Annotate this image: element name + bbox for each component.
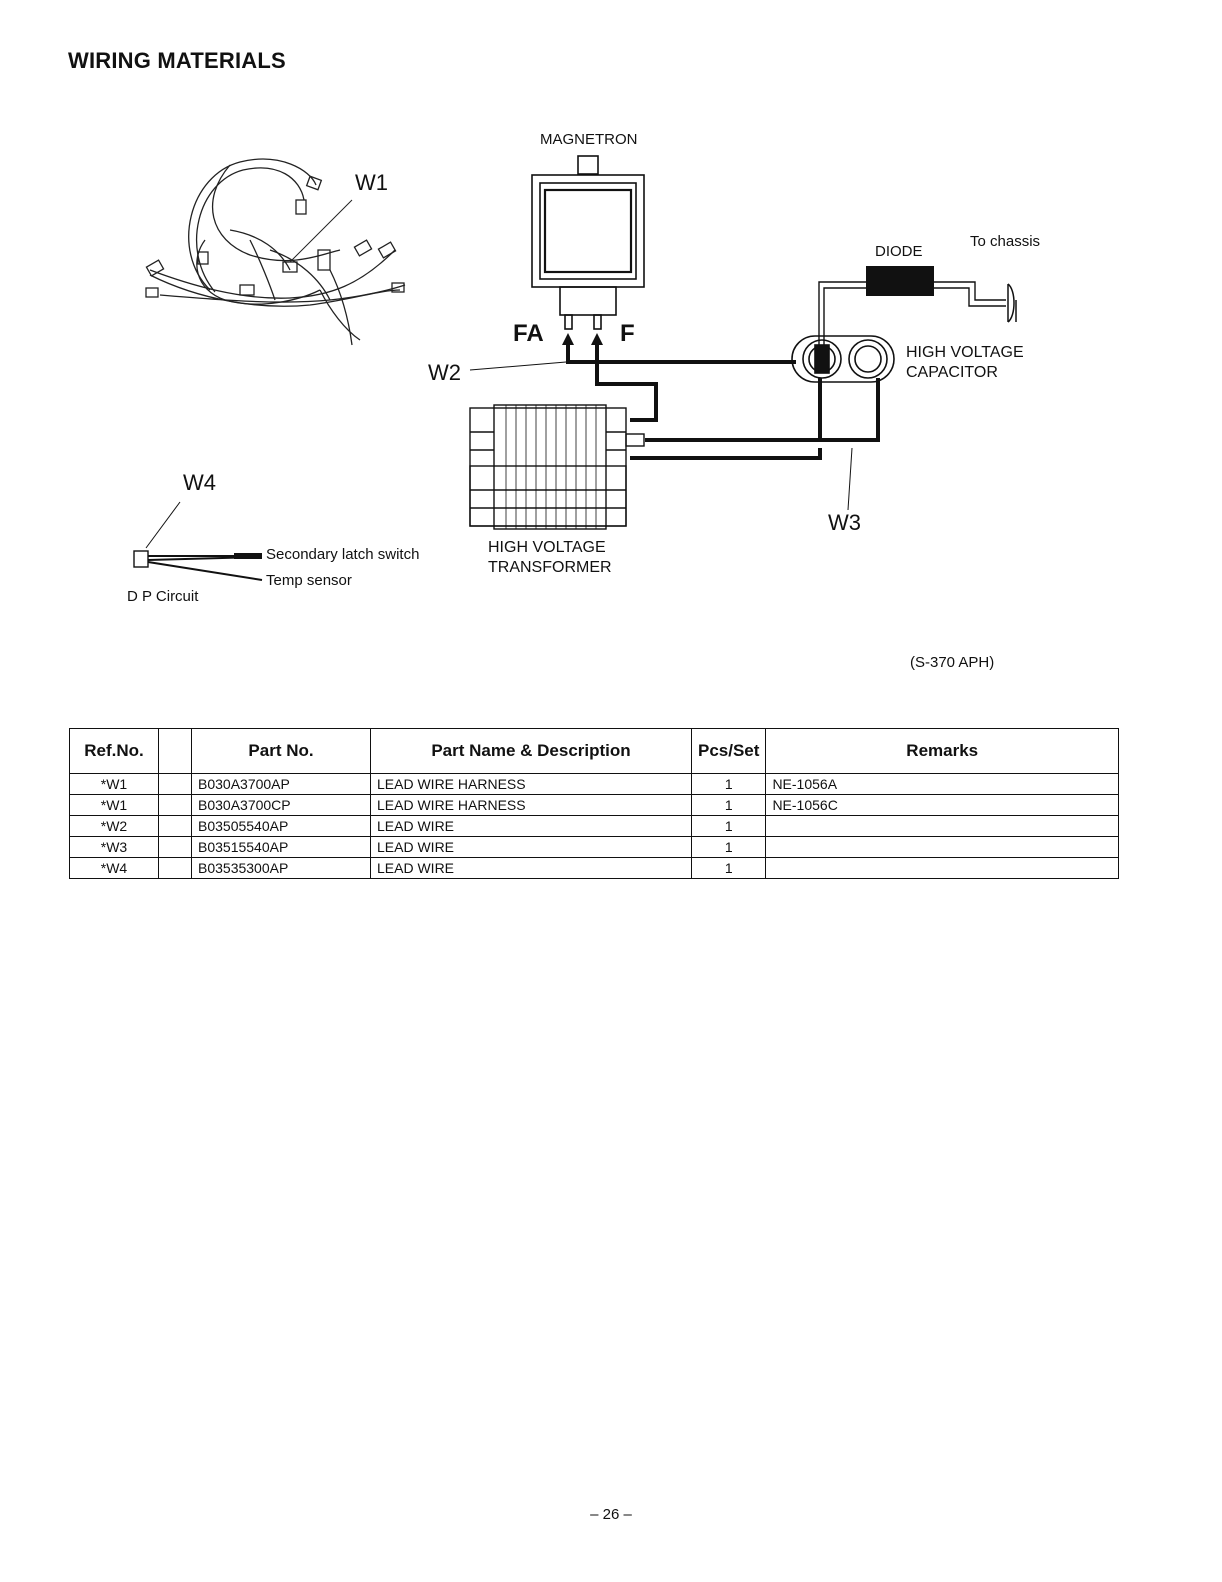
magnetron-graphic <box>532 156 644 329</box>
capacitor-label-line1: HIGH VOLTAGE <box>906 344 1024 361</box>
cell-name: LEAD WIRE <box>371 858 692 879</box>
cell-ref: *W4 <box>70 858 159 879</box>
leader-lines <box>146 362 852 548</box>
w1-label: W1 <box>355 170 388 195</box>
table-row <box>70 816 1119 837</box>
header-part-name: Part Name & Description <box>371 729 692 774</box>
cell-pcs: 1 <box>692 816 766 837</box>
cell-ref: *W2 <box>70 816 159 837</box>
transformer-label-line2: TRANSFORMER <box>488 559 612 576</box>
table-row <box>70 795 1119 816</box>
secondary-latch-label: Secondary latch switch <box>266 546 420 563</box>
w2-w3-wires <box>568 345 878 458</box>
header-ref-no: Ref.No. <box>70 729 159 774</box>
cell-part-no: B030A3700CP <box>192 795 371 816</box>
table-row <box>70 837 1119 858</box>
parts-table <box>69 728 1119 879</box>
cell-blank <box>159 795 192 816</box>
table-row <box>70 774 1119 795</box>
capacitor-label-line2: CAPACITOR <box>906 364 998 381</box>
transformer-label-line1: HIGH VOLTAGE <box>488 539 606 556</box>
cell-remarks <box>766 816 1119 837</box>
cell-blank <box>159 816 192 837</box>
header-remarks: Remarks <box>766 729 1119 774</box>
header-pcs-set: Pcs/Set <box>692 729 766 774</box>
cell-remarks: NE-1056C <box>766 795 1119 816</box>
model-note: (S-370 APH) <box>910 654 995 671</box>
w4-wire-graphic <box>134 551 262 580</box>
cell-ref: *W1 <box>70 774 159 795</box>
cell-pcs: 1 <box>692 858 766 879</box>
cell-name: LEAD WIRE <box>371 837 692 858</box>
terminal-arrows <box>562 333 603 345</box>
header-part-no: Part No. <box>192 729 371 774</box>
transformer-graphic <box>470 405 644 529</box>
cell-ref: *W1 <box>70 795 159 816</box>
cell-name: LEAD WIRE HARNESS <box>371 774 692 795</box>
cell-name: LEAD WIRE HARNESS <box>371 795 692 816</box>
cell-blank <box>159 858 192 879</box>
cell-remarks <box>766 837 1119 858</box>
cell-remarks <box>766 858 1119 879</box>
capacitor-graphic <box>792 336 894 382</box>
cell-pcs: 1 <box>692 795 766 816</box>
cell-part-no: B03515540AP <box>192 837 371 858</box>
dp-circuit-label: D P Circuit <box>127 588 199 605</box>
page-number: – 26 – <box>590 1506 632 1523</box>
cell-part-no: B030A3700AP <box>192 774 371 795</box>
cell-part-no: B03535300AP <box>192 858 371 879</box>
w4-label: W4 <box>183 470 216 495</box>
w2-label: W2 <box>428 360 461 385</box>
cell-blank <box>159 774 192 795</box>
magnetron-label: MAGNETRON <box>540 131 638 148</box>
cell-pcs: 1 <box>692 774 766 795</box>
to-chassis-label: To chassis <box>970 233 1041 250</box>
cell-name: LEAD WIRE <box>371 816 692 837</box>
cell-part-no: B03505540AP <box>192 816 371 837</box>
chassis-ground-graphic <box>1008 284 1016 322</box>
table-row <box>70 858 1119 879</box>
table-header-row <box>70 729 1119 774</box>
cell-blank <box>159 837 192 858</box>
f-terminal-label: F <box>620 320 635 347</box>
temp-sensor-label: Temp sensor <box>266 572 352 589</box>
cell-pcs: 1 <box>692 837 766 858</box>
header-blank <box>159 729 192 774</box>
page-title: WIRING MATERIALS <box>68 48 286 73</box>
w3-label: W3 <box>828 510 861 535</box>
diode-graphic <box>866 266 934 296</box>
cell-remarks: NE-1056A <box>766 774 1119 795</box>
cell-ref: *W3 <box>70 837 159 858</box>
diode-label: DIODE <box>875 243 923 260</box>
fa-terminal-label: FA <box>513 320 544 347</box>
